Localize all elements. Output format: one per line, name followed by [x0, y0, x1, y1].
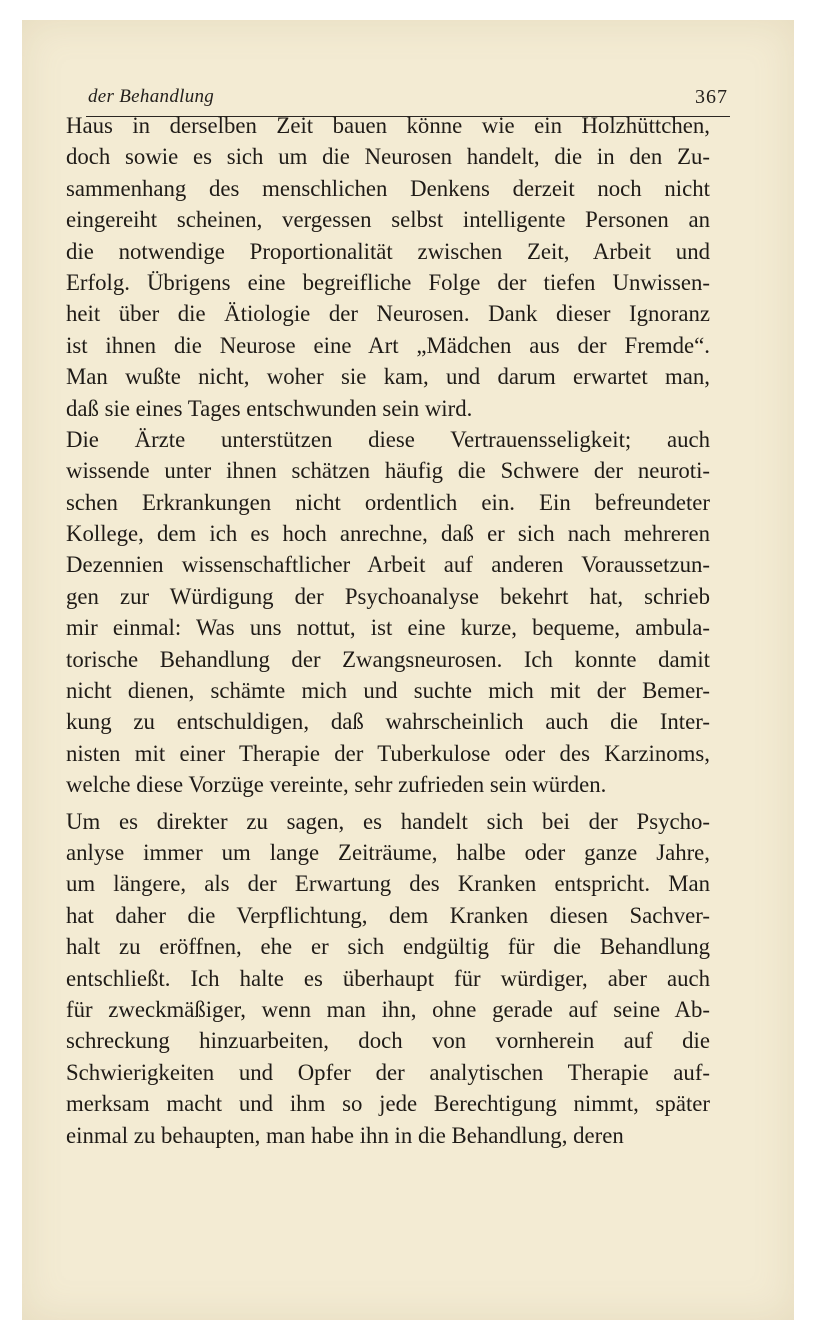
text-line: kung zu entschuldigen, daß wahrscheinlich auch die Inter- [66, 709, 710, 735]
text-line: welche diese Vorzüge vereinte, sehr zufrieden sein würden. [66, 772, 607, 798]
text-line: merksam macht und ihm so jede Berechtigung nimmt, später [66, 1091, 710, 1117]
text-line: torische Behandlung der Zwangsneurosen. Ich konnte damit [66, 646, 710, 672]
text-line: sammenhang des menschlichen Denkens derzeit noch nicht [66, 175, 710, 201]
text-line: anlyse immer um lange Zeiträume, halbe oder ganze Jahre, [66, 839, 710, 865]
text-line: Schwierigkeiten und Opfer der analytischen Therapie auf- [66, 1059, 710, 1085]
text-line: um längere, als der Erwartung des Kranken entspricht. Man [66, 871, 710, 897]
text-line: schreckung hinzuarbeiten, doch von vornherein auf die [66, 1028, 710, 1054]
text-line: doch sowie es sich um die Neurosen handelt, die in den Zu- [66, 144, 710, 170]
text-line: Die Ärzte unterstützen diese Vertrauensseligkeit; auch [66, 426, 710, 452]
text-line: hat daher die Verpflichtung, dem Kranken diesen Sachver- [66, 902, 710, 928]
text-line: Man wußte nicht, woher sie kam, und darum erwartet man, [66, 364, 710, 390]
running-title: der Behandlung [88, 86, 215, 107]
text-line: nisten mit einer Therapie der Tuberkulose oder des Karzinoms, [66, 740, 710, 766]
text-line: schen Erkrankungen nicht ordentlich ein. Ein befreundeter [66, 489, 710, 515]
text-line: nicht dienen, schämte mich und suchte mich mit der Bemer- [66, 678, 710, 704]
paragraph [66, 110, 710, 424]
text-line: halt zu eröffnen, ehe er sich endgültig für die Behandlung [66, 934, 710, 960]
text-line: einmal zu behaupten, man habe ihn in die Behandlung, deren [66, 1122, 624, 1148]
text-line: Haus in derselben Zeit bauen könne wie ein Holzhüttchen, [66, 113, 710, 138]
text-line: entschließt. Ich halte es überhaupt für würdiger, aber auch [66, 965, 710, 991]
text-line: für zweckmäßiger, wenn man ihn, ohne gerade auf seine Ab- [66, 996, 710, 1022]
text-line: mir einmal: Was uns nottut, ist eine kurze, bequeme, ambula- [66, 615, 710, 641]
text-line: Dezennien wissenschaftlicher Arbeit auf anderen Voraussetzun- [66, 552, 710, 578]
text-line: Um es direkter zu sagen, es handelt sich bei der Psycho- [66, 808, 710, 834]
paragraph [66, 424, 710, 801]
text-line: heit über die Ätiologie der Neurosen. Dank dieser Ignoranz [66, 301, 710, 327]
page-number: 367 [695, 86, 728, 108]
text-line: die notwendige Proportionalität zwischen Zeit, Arbeit und [66, 238, 710, 264]
body-text [66, 110, 710, 1151]
text-line: Kollege, dem ich es hoch anrechne, daß er sich nach mehreren [66, 521, 710, 547]
text-line: wissende unter ihnen schätzen häufig die Schwere der neuroti- [66, 458, 710, 484]
text-line: gen zur Würdigung der Psychoanalyse bekehrt hat, schrieb [66, 583, 710, 609]
paragraph [66, 806, 710, 1151]
text-line: daß sie eines Tages entschwunden sein wird. [66, 395, 473, 421]
text-line: ist ihnen die Neurose eine Art „Mädchen aus der Fremde“. [66, 332, 710, 358]
text-line: eingereiht scheinen, vergessen selbst intelligente Personen an [66, 207, 710, 233]
text-line: Erfolg. Übrigens eine begreifliche Folge der tiefen Unwissen- [66, 269, 710, 295]
